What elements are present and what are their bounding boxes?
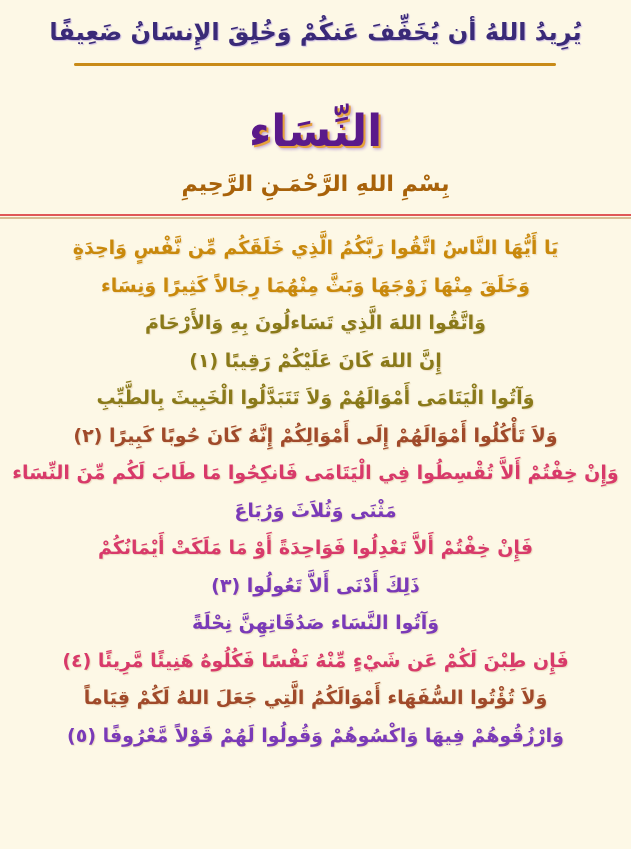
section-divider-red	[0, 214, 631, 216]
verse-line: مَثْنَى وَثُلاَثَ وَرُبَاعَ	[234, 499, 397, 522]
basmala: بِسْمِ اللهِ الرَّحْمَـنِ الرَّحِيمِ	[181, 172, 450, 197]
verse-line: فَإِنْ خِفْتُمْ أَلاَّ تَعْدِلُوا فَوَاحِدَةً أَوْ مَا مَلَكَتْ أَيْمَانُكُمْ	[97, 537, 534, 559]
verse-list	[0, 230, 631, 755]
verse-line: وَخَلَقَ مِنْهَا زَوْجَهَا وَبَثَّ مِنْهُمَا رِجَالاً كَثِيرًا وَنِسَاء	[101, 274, 530, 297]
verse-line: وَاتَّقُوا اللهَ الَّذِي تَسَاءلُونَ بِهِ وَالأَرْحَامَ	[145, 312, 486, 334]
verse-line: إِنَّ اللهَ كَانَ عَلَيْكُمْ رَقِيبًا (١)	[189, 349, 442, 372]
surah-title: النِّسَاء	[248, 106, 383, 157]
verse-line: وَإِنْ خِفْتُمْ أَلاَّ تُقْسِطُوا فِي الْيَتَامَى فَانكِحُوا مَا طَابَ لَكُم مِّنَ النِّسَاء	[12, 462, 619, 484]
verse-line: وَلاَ تَأْكُلُوا أَمْوَالَهُمْ إِلَى أَمْوَالِكُمْ إِنَّهُ كَانَ حُوبًا كَبِيرًا (٢)	[73, 424, 558, 447]
verse-line: وَارْزُقُوهُمْ فِيهَا وَاكْسُوهُمْ وَقُولُوا لَهُمْ قَوْلاً مَّعْرُوفًا (٥)	[67, 724, 564, 747]
verse-line: ذَلِكَ أَدْنَى أَلاَّ تَعُولُوا (٣)	[211, 574, 420, 597]
section-divider-tan	[0, 217, 631, 219]
verse-line: فَإِن طِبْنَ لَكُمْ عَن شَيْءٍ مِّنْهُ نَفْسًا فَكُلُوهُ هَنِيئًا مَّرِيئًا (٤)	[62, 649, 569, 672]
header-verse: يُرِيدُ اللهُ أن يُخَفِّفَ عَنكُمْ وَخُلِقَ الإِنسَانُ ضَعِيفًا	[49, 18, 582, 46]
verse-line: وَآتُوا النَّسَاء صَدُقَاتِهِنَّ نِحْلَةً	[191, 612, 440, 634]
verse-line: يَا أَيُّهَا النَّاسُ اتَّقُوا رَبَّكُمُ الَّذِي خَلَقَكُم مِّن نَّفْسٍ وَاحِدَةٍ	[72, 237, 559, 259]
verse-line: وَآتُوا الْيَتَامَى أَمْوَالَهُمْ وَلاَ تَتَبَدَّلُوا الْخَبِيثَ بِالطَّيِّبِ	[96, 387, 535, 409]
verse-line: وَلاَ تُؤْتُوا السُّفَهَاء أَمْوَالَكُمُ الَّتِي جَعَلَ اللهُ لَكُمْ قِيَاماً	[83, 687, 548, 709]
header-divider	[74, 63, 556, 66]
